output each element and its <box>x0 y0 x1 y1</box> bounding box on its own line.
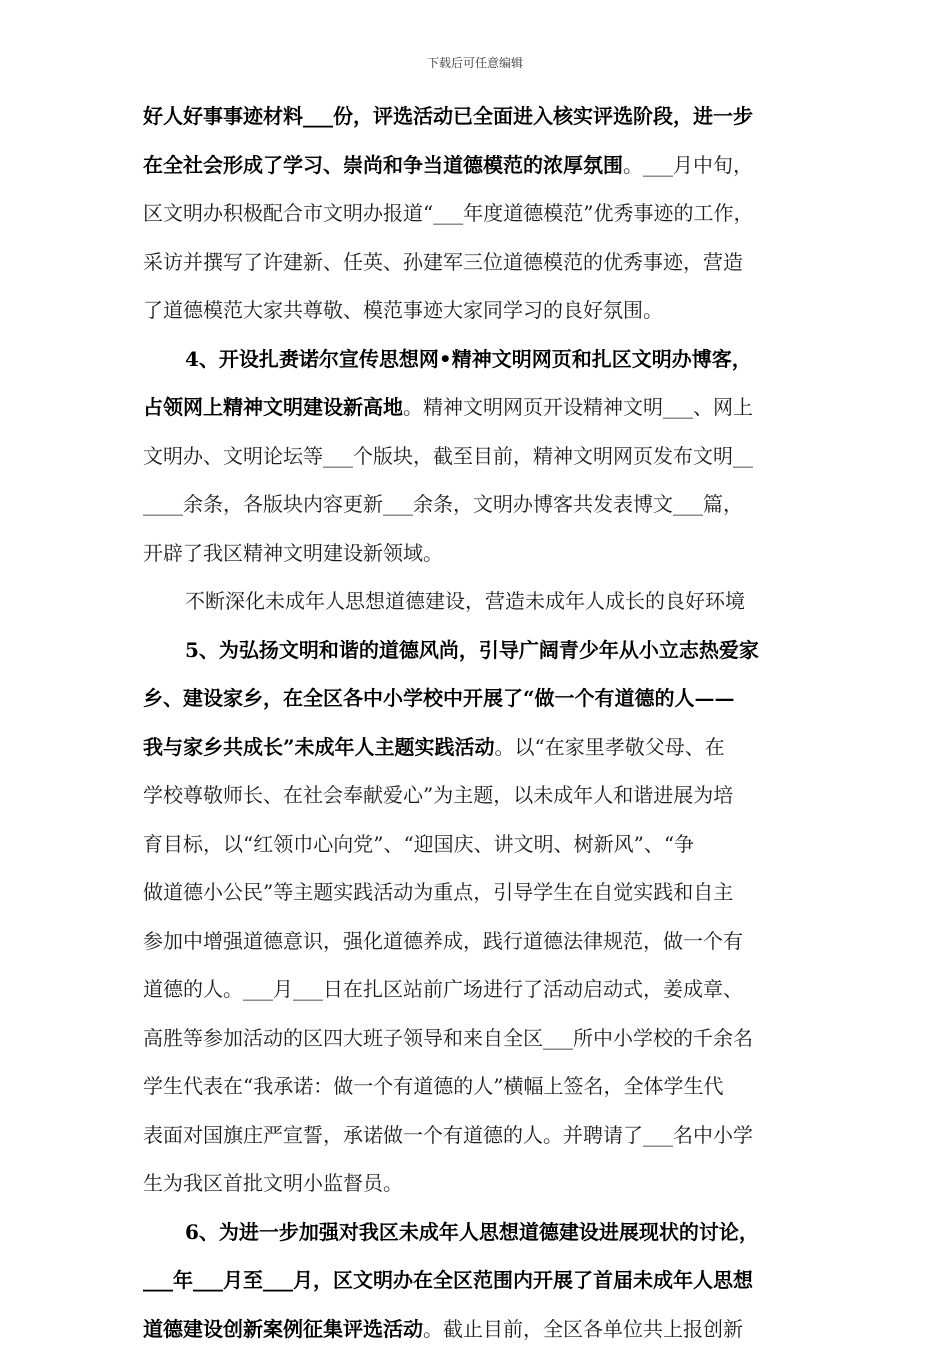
p4-line3 <box>143 1317 811 1365</box>
p4-line3-bold: 道德建设创新案例征集评选活动 <box>143 1317 423 1341</box>
p3-line5: 育目标，以“红领巾心向党”、“迎国庆、讲文明、树新风”、“争 <box>143 832 811 881</box>
p4-line2: ___年___月至___月，区文明办在全区范围内开展了首届未成年人思想 <box>143 1268 811 1317</box>
p1-line3: 区文明办积极配合市文明办报道“___年度道德模范”优秀事迹的工作， <box>143 201 811 250</box>
p3-line2: 乡、建设家乡，在全区各中小学校中开展了“做一个有道德的人—— <box>143 686 811 735</box>
p2-line1: 4、开设扎赉诺尔宣传思想网•精神文明网页和扎区文明办博客， <box>143 347 811 396</box>
p3-line7: 参加中增强道德意识，强化道德养成，践行道德法律规范，做一个有 <box>143 929 811 978</box>
p2-line2-normal: 。精神文明网页开设精神文明___、网上 <box>403 395 753 419</box>
p2-line2 <box>143 395 811 444</box>
p1-line5: 了道德模范大家共尊敬、模范事迹大家同学习的良好氛围。 <box>143 298 811 347</box>
p3-line1: 5、为弘扬文明和谐的道德风尚，引导广阔青少年从小立志热爱家 <box>143 638 811 687</box>
section-title: 不断深化未成年人思想道德建设，营造未成年人成长的良好环境 <box>143 589 811 638</box>
p1-line2 <box>143 153 811 202</box>
p1-line1: 好人好事事迹材料___份，评选活动已全面进入核实评选阶段，进一步 <box>143 104 811 153</box>
p3-line3-normal: 。以“在家里孝敬父母、在 <box>495 735 725 759</box>
page-header: 下载后可任意编辑 <box>0 54 950 71</box>
p2-line3: 文明办、文明论坛等___个版块，截至目前，精神文明网页发布文明__ <box>143 444 811 493</box>
p1-line2-normal: 。___月中旬， <box>623 153 753 177</box>
p2-line5: 开辟了我区精神文明建设新领域。 <box>143 541 811 590</box>
p3-line12: 生为我区首批文明小监督员。 <box>143 1171 811 1220</box>
p3-line4: 学校尊敬师长、在社会奉献爱心”为主题，以未成年人和谐进展为培 <box>143 783 811 832</box>
p4-line3-normal: 。截止目前，全区各单位共上报创新 <box>423 1317 743 1341</box>
p3-line8: 道德的人。___月___日在扎区站前广场进行了活动启动式，姜成章、 <box>143 977 811 1026</box>
p3-line11: 表面对国旗庄严宣誓，承诺做一个有道德的人。并聘请了___名中小学 <box>143 1123 811 1172</box>
p2-line2-bold: 占领网上精神文明建设新高地 <box>143 395 403 419</box>
document-body <box>143 104 811 1365</box>
p2-line4: ____余条，各版块内容更新___余条，文明办博客共发表博文___篇， <box>143 492 811 541</box>
p3-line9: 高胜等参加活动的区四大班子领导和来自全区___所中小学校的千余名 <box>143 1026 811 1075</box>
p1-line4: 采访并撰写了许建新、任英、孙建军三位道德模范的优秀事迹，营造 <box>143 250 811 299</box>
p4-line1: 6、为进一步加强对我区未成年人思想道德建设进展现状的讨论， <box>143 1220 811 1269</box>
p3-line3 <box>143 735 811 784</box>
p3-line10: 学生代表在“我承诺：做一个有道德的人”横幅上签名，全体学生代 <box>143 1074 811 1123</box>
p1-line2-bold: 在全社会形成了学习、崇尚和争当道德模范的浓厚氛围 <box>143 153 623 177</box>
p3-line3-bold: 我与家乡共成长”未成年人主题实践活动 <box>143 735 495 759</box>
p3-line6: 做道德小公民”等主题实践活动为重点，引导学生在自觉实践和自主 <box>143 880 811 929</box>
